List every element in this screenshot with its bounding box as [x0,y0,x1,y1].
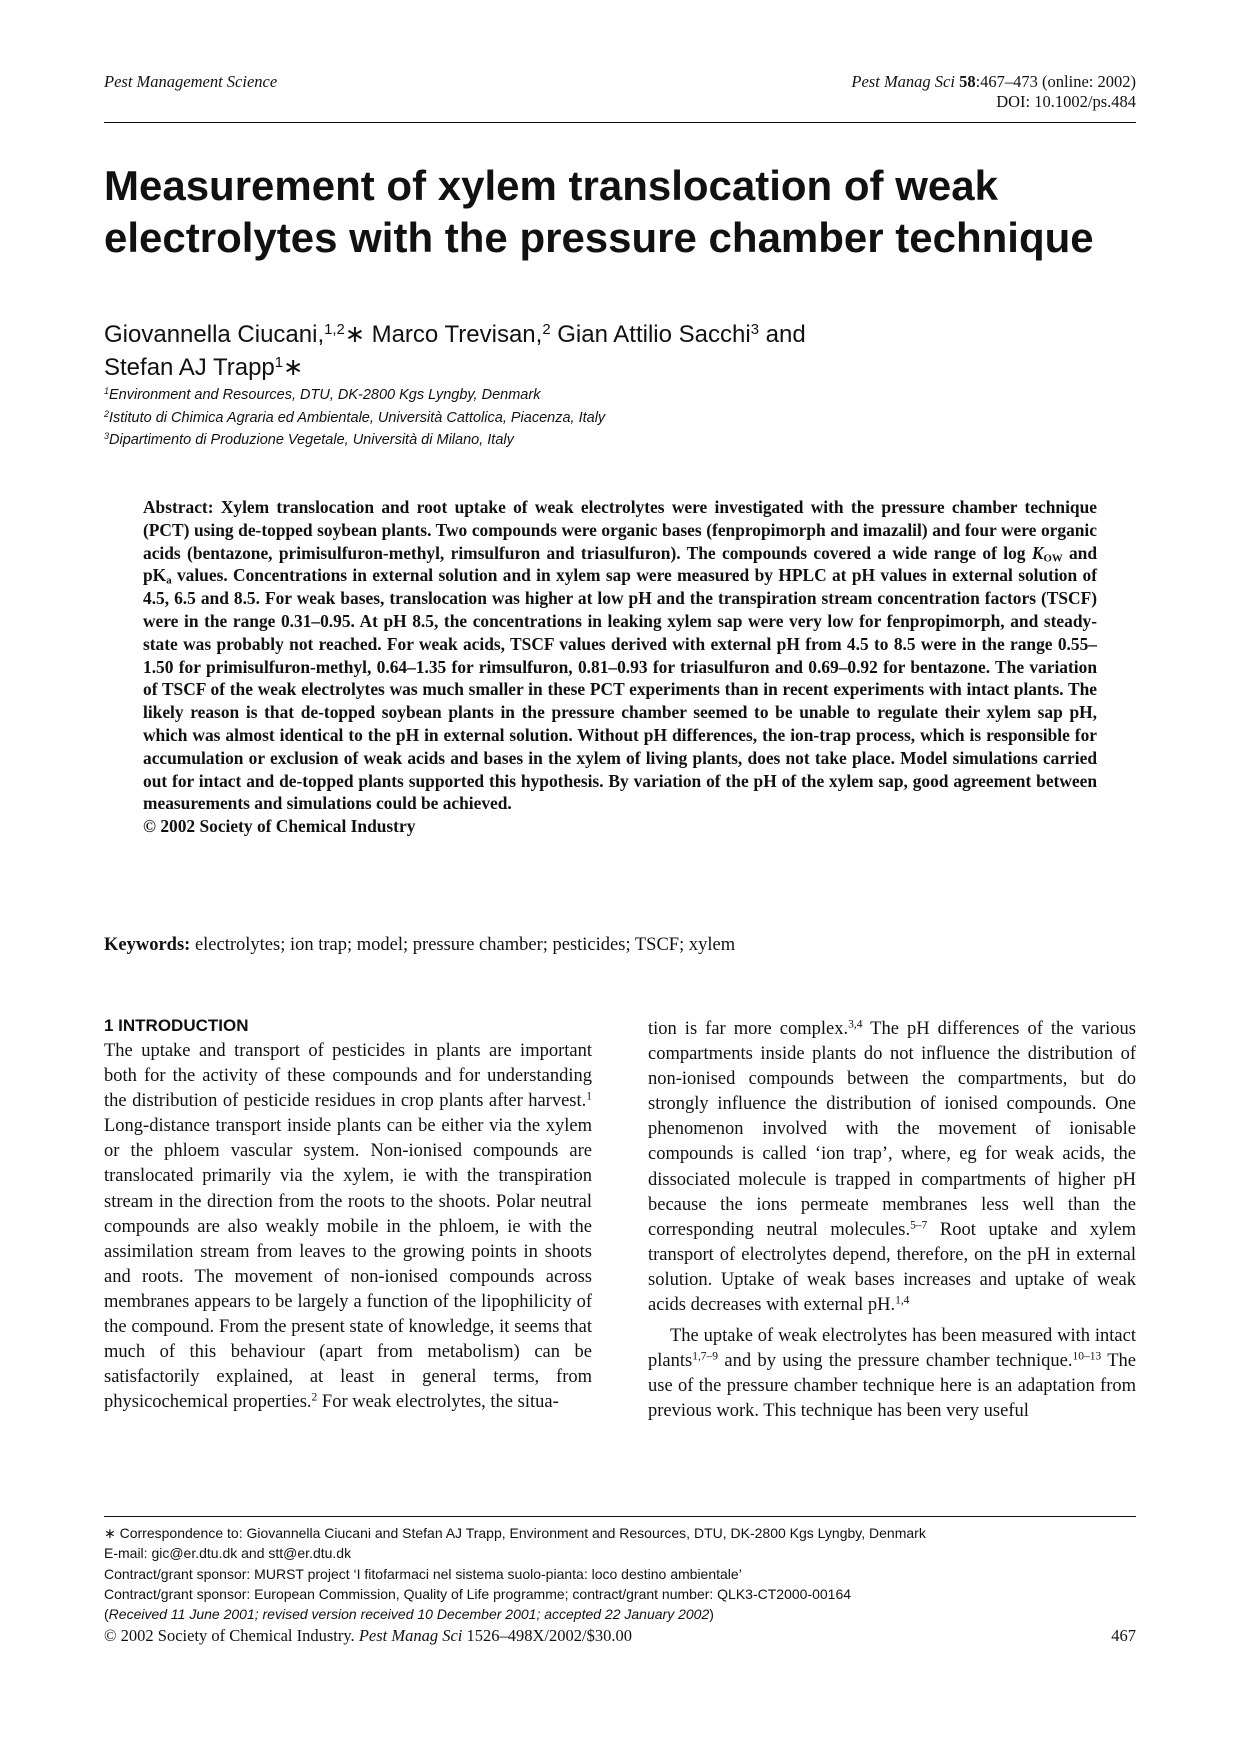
doi[interactable]: DOI: 10.1002/ps.484 [996,92,1136,111]
author-3-affil: 3 [750,321,759,338]
page-number: 467 [1111,1626,1136,1645]
reference-link[interactable]: 1 [586,1090,592,1103]
intro-paragraph: tion is far more complex.$^{3,4}$ The pH differences of the various compartments inside plants do not influence the distribution of non-ionised compounds between the compartments, but do strongly influence the distribution of ionised compounds. One phenomenon involved with the movement of ionisable compounds is called ‘ion trap’, where, eg for weak acids, the dissociated molecule is trapped in compartments of higher pH because the ions permeate membranes less well than the corresponding neutral molecules.$^{5-7}$ Root uptake and xylem transport of electrolytes depend, therefore, on the pH in external solution. Uptake of weak bases increases and uptake of weak acids decreases with external pH.$^{1,4}$ [648,1018,1137,1316]
reference-link[interactable]: 5–7 [910,1219,928,1232]
author-conjunction: and [758,321,806,348]
intro-paragraph: The uptake of weak electrolytes has been measured with intact plants$^{1,7-9}$ and by using the pressure chamber technique.$^{10-13}$ The use of the pressure chamber technique here is an adaptation from previous work. This technique has been very useful [648,1326,1136,1422]
author-2[interactable]: Marco Trevisan, [364,321,543,348]
citation-block [851,72,1136,112]
sponsor-note: Contract/grant sponsor: MURST project ‘I fitofarmaci nel sistema suolo-pianta: loco destino ambientale’ [104,1565,742,1582]
abstract-label: Abstract: [143,497,214,517]
reference-link[interactable]: 10–13 [1072,1350,1102,1363]
article-title: Measurement of xylem translocation of weak electrolytes with the pressure chamber technique [104,162,1094,261]
abstract-copyright: © 2002 Society of Chemical Industry [143,816,416,837]
reference-link[interactable]: 1,7–9 [692,1350,719,1363]
abstract-text: and pK [143,542,1097,586]
keywords-label: Keywords: [104,935,191,955]
author-3[interactable]: Gian Attilio Sacchi [550,321,751,348]
author-2-affil: 2 [542,321,551,338]
footnotes [104,1523,1136,1624]
received-note: (Received 11 June 2001; revised version received 10 December 2001; accepted 22 January 2002) [104,1606,714,1623]
reference-link[interactable]: 1,4 [895,1294,910,1307]
intro-column-left [104,1015,592,1415]
sponsor-note: Contract/grant sponsor: European Commission, Quality of Life programme; contract/grant number: QLK3-CT2000-00164 [104,1585,852,1602]
affiliation-text: Istituto di Chimica Agraria ed Ambientale, Università Cattolica, Piacenza, Italy [109,409,606,426]
affiliation [104,384,1134,407]
affiliation [104,407,1134,430]
footnote-rule [104,1516,1136,1517]
keywords-text: electrolytes; ion trap; model; pressure chamber; pesticides; TSCF; xylem [190,935,736,955]
abstract-text: values. Concentrations in external solution and in xylem sap were measured by HPLC at pH values in external solution of 4.5, 6.5 and 8.5. For weak bases, translocation was higher at low pH and the transpiration stream concentration factors (TSCF) were in the range 0.31–0.95. At pH 8.5, the concentrations in leaking xylem sap were very low for fenpropimorph, and steady-state was probably not reached. For weak acids, TSCF values derived with external pH from 4.5 to 8.5 were in the range 0.55–1.50 for primisulfuron-methyl, 0.64–1.35 for rimsulfuron, 0.81–0.93 for triasulfuron and 0.69–0.92 for bentazone. The variation of TSCF of the weak electrolytes was much smaller in these PCT experiments than in recent experiments with intact plants. The likely reason is that de-topped soybean plants in the pressure chamber seemed to be unable to regulate their xylem sap pH, which was almost identical to the pH in external solution. Without pH differences, the ion-trap process, which is responsible for accumulation or exclusion of weak acids and bases in the xylem of living plants, does not take place. Model simulations carried out for intact and de-topped plants supported this hypothesis. By variation of the pH of the xylem sap, good agreement between measurements and simulations could be achieved. [143,565,1097,814]
email-note[interactable]: E-mail: gic@er.dtu.dk and stt@er.dtu.dk [104,1545,352,1562]
journal-name: Pest Management Science [104,72,278,91]
abstract-text: Xylem translocation and root uptake of weak electrolytes were investigated with the pressure chamber technique (PCT) using de-topped soybean plants. Two compounds were organic bases (fenpropimorph and imazalil) and four were organic acids (bentazone, primisulfuron-methyl, rimsulfuron and triasulfuron). The compounds covered a wide range of log [143,497,1097,563]
affiliation-text: Environment and Resources, DTU, DK-2800 Kgs Lyngby, Denmark [109,387,541,403]
abstract-k: K [1031,542,1044,563]
affiliation-number: 2 [104,408,109,419]
keywords [104,935,1136,956]
citation-journal: Pest Manag Sci [851,72,955,91]
corresponding-mark: ∗ [344,321,365,348]
author-list [104,318,1134,384]
author-4-affil: 1 [274,354,284,371]
intro-paragraph: The uptake and transport of pesticides in plants are important both for the activity of these compounds and for understanding the distribution of pesticide residues in crop plants after harvest.$^1$ Long-distance transport inside plants can be either via the xylem or the phloem vascular system. Non-ionised compounds are translocated primarily via the xylem, ie with the transpiration stream in the direction from the roots to the shoots. Polar neutral compounds are also weakly mobile in the phloem, ie with the assimilation stream from leaves to the growing points in shoots and roots. The movement of non-ionised compounds across membranes appears to be largely a function of the lipophilicity of the compound. From the present state of knowledge, it seems that much of this behaviour (apart from metabolism) can be satisfactorily explained, at least in general terms, from physicochemical properties.$^2$ For weak electrolytes, the situa- [104,1041,592,1413]
citation-pages: :467–473 (online: 2002) [975,72,1136,91]
citation-line [851,72,1136,92]
corresponding-mark: ∗ [283,354,304,381]
footer-copyright: © 2002 Society of Chemical Industry. Pest Manag Sci 1526–498X/2002/$30.00 [104,1626,632,1645]
citation-volume: 58 [959,72,976,91]
author-1-affil: 1,2 [324,321,345,338]
affiliation [104,429,1134,452]
abstract [143,496,1097,838]
affiliation-number: 3 [104,431,109,442]
abstract-pk-sub: a [166,575,172,588]
author-4[interactable]: Stefan AJ Trapp [104,354,275,381]
affiliation-number: 1 [104,386,109,397]
author-1[interactable]: Giovannella Ciucani, [104,321,325,348]
header-rule [104,122,1136,123]
affiliation-text: Dipartimento di Produzione Vegetale, Università di Milano, Italy [109,432,514,448]
affiliation-list [104,384,1134,452]
reference-link[interactable]: 2 [311,1392,318,1405]
footer-journal: Pest Manag Sci [358,1626,463,1645]
reference-link[interactable]: 3,4 [848,1018,863,1031]
section-heading: 1 INTRODUCTION [104,1016,249,1035]
intro-column-right [648,1017,1136,1425]
abstract-k-sub: OW [1043,552,1063,565]
correspondence-note: ∗ Correspondence to: Giovannella Ciucani and Stefan AJ Trapp, Environment and Resources, DTU, DK-2800 Kgs Lyngby, Denmark [104,1525,926,1541]
